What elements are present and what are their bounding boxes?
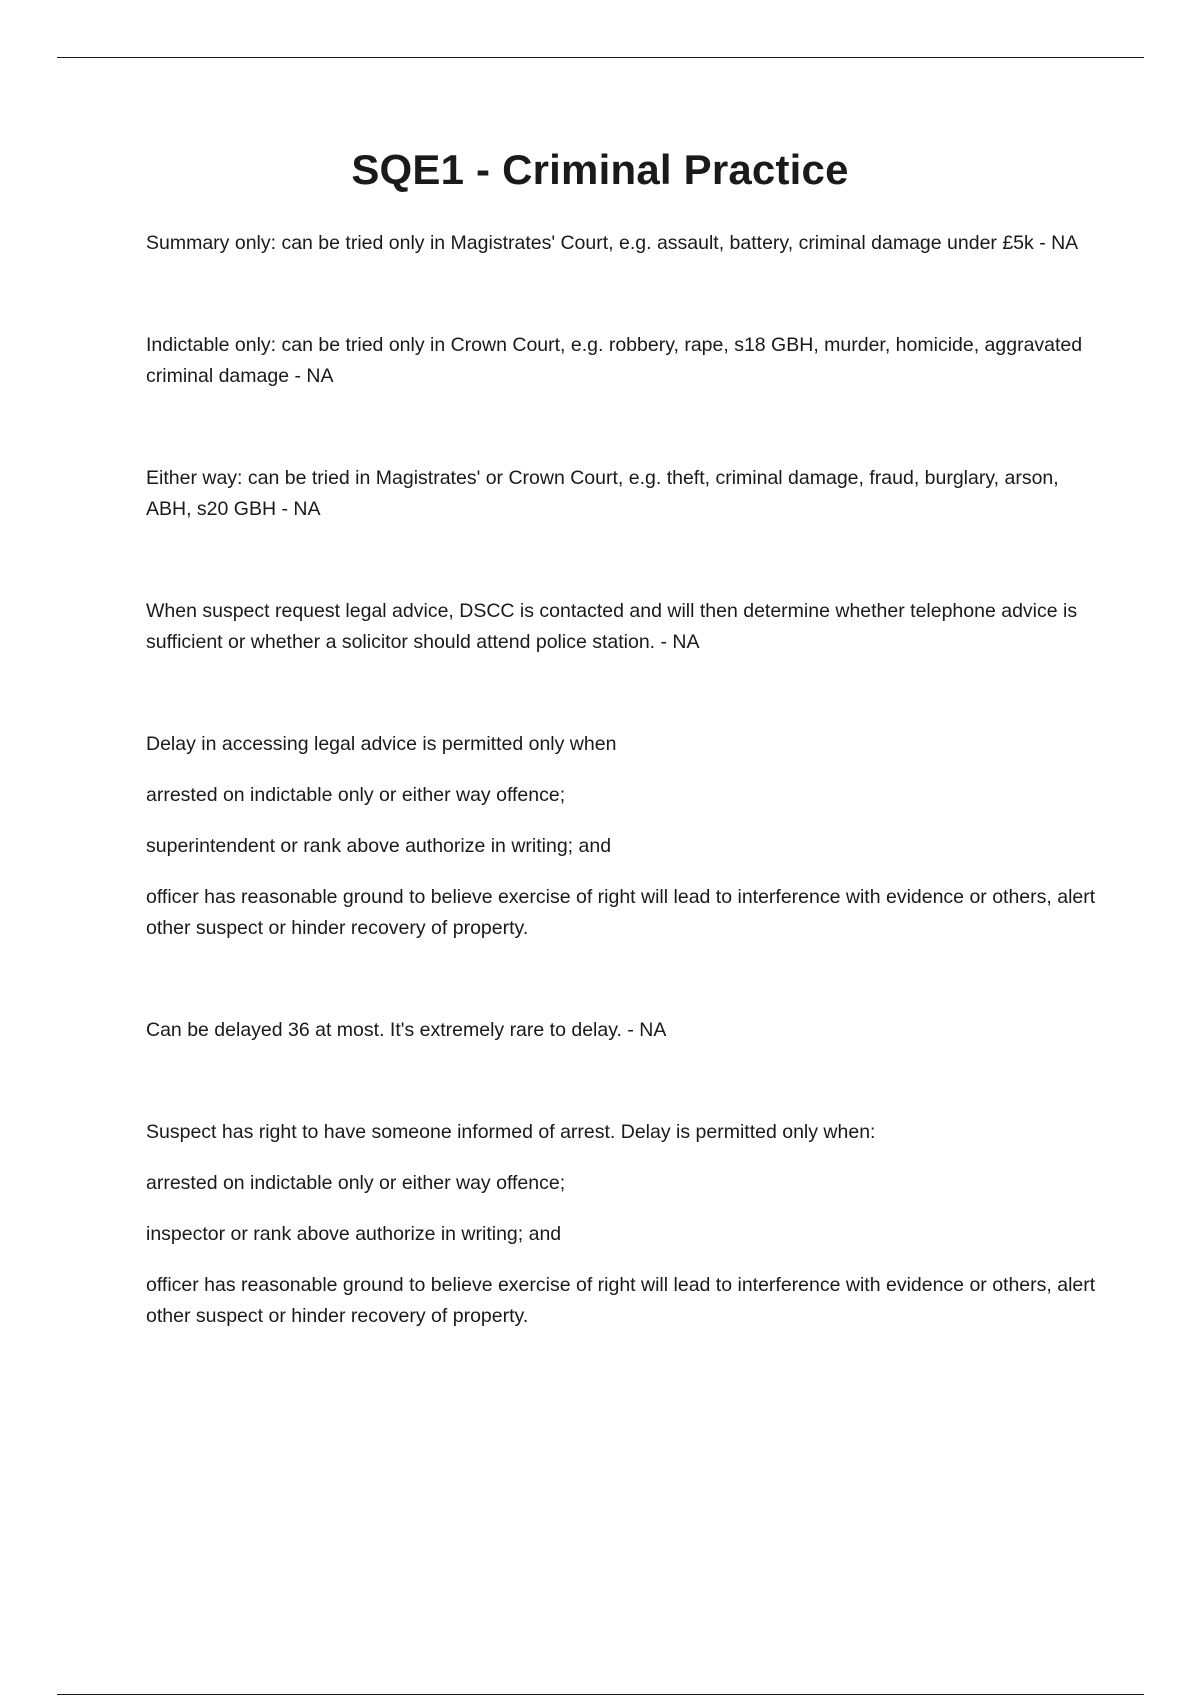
entry-delay-legal-advice — [146, 729, 1096, 944]
header-rule — [57, 57, 1144, 58]
entry-summary-only — [146, 228, 1096, 259]
entry-text: Suspect has right to have someone informed of arrest. Delay is permitted only when: — [146, 1121, 876, 1143]
page-title: SQE1 - Criminal Practice — [351, 146, 849, 193]
entry-delay-limit — [146, 1015, 1096, 1046]
entry-text: Either way: can be tried in Magistrates' or Crown Court, e.g. theft, criminal damage, fraud, burglary, arson, ABH, s20 GBH - NA — [146, 467, 1059, 520]
entry-text: Indictable only: can be tried only in Crown Court, e.g. robbery, rape, s18 GBH, murder, homicide, aggravated criminal damage - NA — [146, 334, 1083, 387]
entry-legal-advice-dscc — [146, 596, 1096, 658]
entry-right-to-inform — [146, 1117, 1096, 1332]
entry-condition: officer has reasonable ground to believe exercise of right will lead to interference with evidence or others, alert other suspect or hinder recovery of property. — [146, 886, 1096, 939]
entry-condition: officer has reasonable ground to believe exercise of right will lead to interference with evidence or others, alert other suspect or hinder recovery of property. — [146, 1274, 1096, 1327]
entry-text: Summary only: can be tried only in Magistrates' Court, e.g. assault, battery, criminal damage under £5k - NA — [146, 232, 1079, 254]
footer-rule — [57, 1694, 1144, 1695]
entry-condition: arrested on indictable only or either way offence; — [146, 1172, 566, 1194]
entry-text: When suspect request legal advice, DSCC is contacted and will then determine whether telephone advice is sufficient or whether a solicitor should attend police station. - NA — [146, 600, 1078, 653]
document-body — [146, 228, 1096, 1403]
entry-condition: superintendent or rank above authorize in writing; and — [146, 835, 612, 857]
entry-either-way — [146, 463, 1096, 525]
entry-condition: inspector or rank above authorize in writing; and — [146, 1223, 562, 1245]
entry-condition: arrested on indictable only or either way offence; — [146, 784, 566, 806]
entry-indictable-only — [146, 330, 1096, 392]
entry-text: Delay in accessing legal advice is permitted only when — [146, 733, 617, 755]
entry-text: Can be delayed 36 at most. It's extremely rare to delay. - NA — [146, 1019, 667, 1041]
